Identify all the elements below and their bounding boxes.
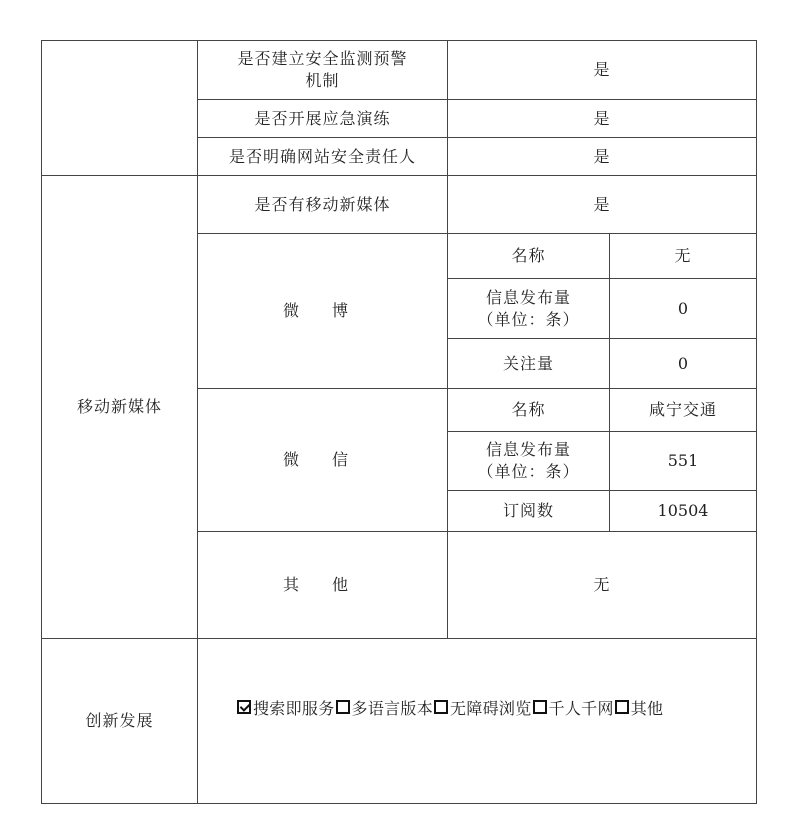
weibo-followers-label: 关注量 <box>502 353 554 373</box>
weibo-label: 微 博 <box>282 301 363 320</box>
wechat-name-value: 咸宁交通 <box>648 400 717 419</box>
checkbox-search-service[interactable] <box>237 700 251 714</box>
innovation-options <box>236 695 756 719</box>
checkbox-other[interactable] <box>615 700 629 714</box>
warning-value: 是 <box>593 60 611 79</box>
responsible-value: 是 <box>593 146 611 166</box>
option-label: 千人千网 <box>548 698 614 718</box>
other-value: 无 <box>593 575 611 594</box>
weibo-followers-value: 0 <box>677 353 689 373</box>
wechat-posts-value: 551 <box>667 451 699 470</box>
drill-value: 是 <box>593 108 611 128</box>
has-mobile-label: 是否有移动新媒体 <box>254 194 391 214</box>
responsible-label: 是否明确网站安全责任人 <box>228 146 416 166</box>
drill-label: 是否开展应急演练 <box>254 108 391 128</box>
checkbox-multilingual[interactable] <box>336 700 350 714</box>
checkbox-personalized[interactable] <box>533 700 547 714</box>
checkbox-accessibility[interactable] <box>434 700 448 714</box>
wechat-subscribers-label: 订阅数 <box>502 501 554 520</box>
weibo-name-value: 无 <box>674 246 692 265</box>
wechat-subscribers-value: 10504 <box>657 501 709 520</box>
warning-label: 是否建立安全监测预警 机制 <box>237 49 408 90</box>
option-label: 无障碍浏览 <box>450 698 532 718</box>
weibo-posts-value: 0 <box>677 298 689 318</box>
weibo-posts-label: 信息发布量 （单位：条） <box>477 287 580 329</box>
weibo-name-label: 名称 <box>511 246 546 265</box>
wechat-posts-label: 信息发布量 （单位：条） <box>477 440 580 481</box>
wechat-label: 微 信 <box>282 450 363 469</box>
mobile-section-label: 移动新媒体 <box>76 397 162 416</box>
other-label: 其 他 <box>282 575 363 594</box>
option-label: 其他 <box>630 698 664 718</box>
innovation-section-label: 创新发展 <box>85 711 154 730</box>
has-mobile-value: 是 <box>593 194 611 214</box>
wechat-name-label: 名称 <box>511 400 546 419</box>
option-label: 搜索即服务 <box>253 698 335 718</box>
option-label: 多语言版本 <box>351 698 434 718</box>
